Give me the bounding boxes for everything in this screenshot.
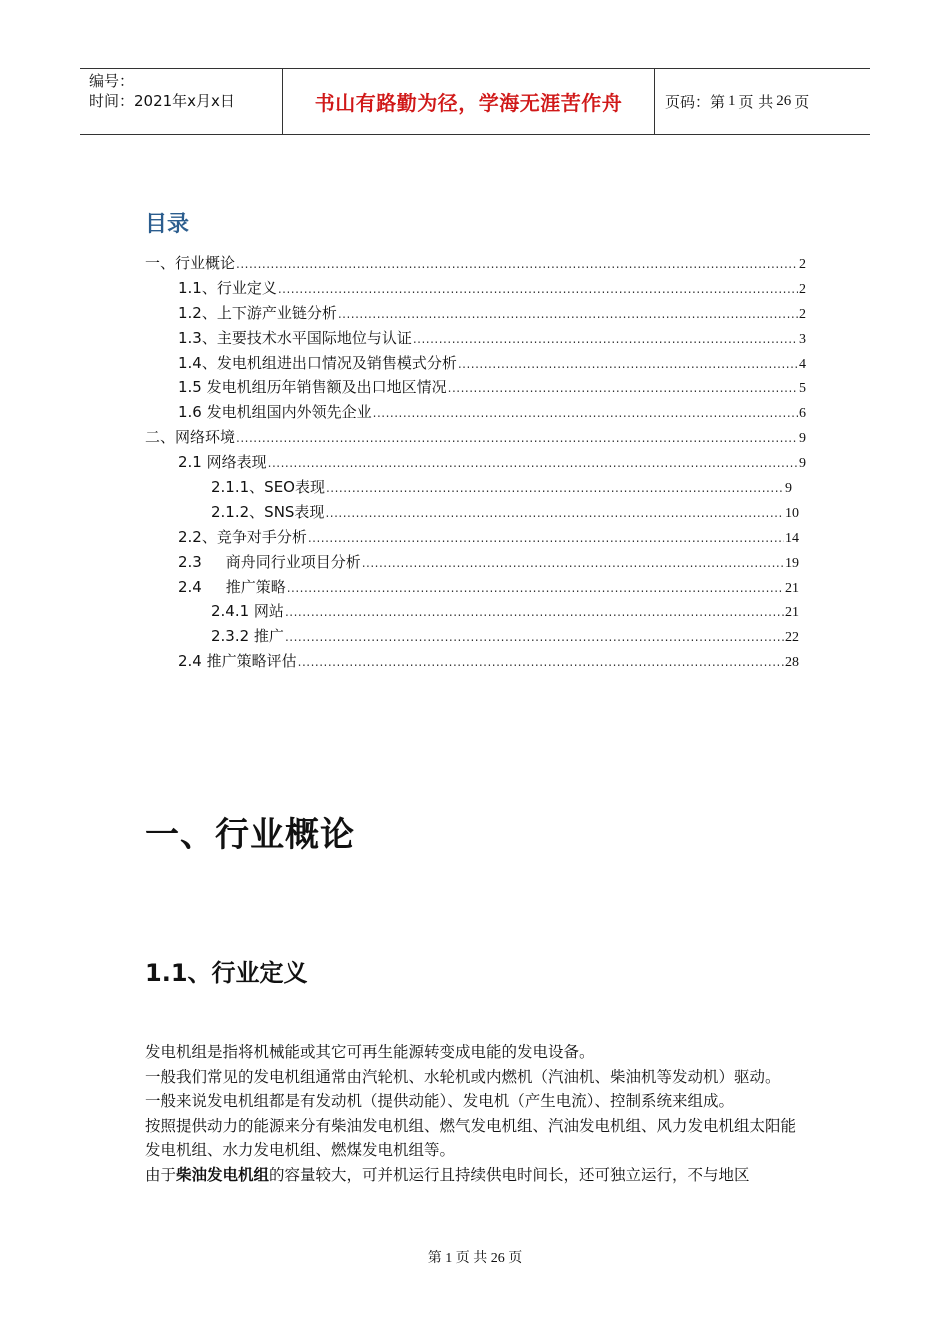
page-header	[80, 68, 870, 135]
page-number: 1	[728, 93, 736, 109]
header-motto: 书山有路勤为径，学海无涯苦作舟	[314, 91, 623, 115]
toc-entry[interactable]: 2.1 网络表现 ..... 9	[145, 451, 806, 476]
toc-entry[interactable]: 1.3、主要技术水平国际地位与认证 ..... 3	[145, 327, 806, 352]
toc-entry[interactable]: 2.4.1 网站 ..... 21	[145, 600, 806, 625]
toc-entry[interactable]: 1.2、上下游产业链分析 ..... 2	[145, 302, 806, 327]
toc-entry[interactable]: 1.6 发电机组国内外领先企业 ..... 6	[145, 401, 806, 426]
toc-entry[interactable]: 1.1、行业定义 ..... 2	[145, 277, 806, 302]
paragraph: 一般我们常见的发电机组通常由汽轮机、水轮机或内燃机（汽油机、柴油机等发动机）驱动。	[145, 1067, 781, 1086]
bold-term: 柴油发电机组	[176, 1165, 270, 1184]
subsection-heading: 1.1、行业定义	[145, 959, 308, 987]
toc-entry[interactable]: 二、网络环境 ..... 9	[145, 426, 806, 451]
code-label: 编号：	[89, 72, 135, 90]
paragraph: 按照提供动力的能源来分有柴油发电机组、燃气发电机组、汽油发电机组、风力发电机组太阳能发电机组、水力发电机组、燃煤发电机组等。	[145, 1116, 797, 1159]
table-of-contents	[145, 252, 806, 675]
page-mid: 页 共	[738, 93, 774, 111]
header-meta	[80, 69, 283, 134]
paragraph: 由于柴油发电机组的容量较大，可并机运行且持续供电时间长，还可独立运行，不与地区	[145, 1165, 750, 1184]
toc-entry[interactable]: 2.4 推广策略评估 ..... 28	[145, 650, 806, 675]
toc-entry[interactable]: 2.2、竞争对手分析 ..... 14	[145, 526, 806, 551]
paragraph: 一般来说发电机组都是有发动机（提供动能）、发电机（产生电流）、控制系统来组成。	[145, 1092, 735, 1110]
toc-entry[interactable]: 2.3 商舟同行业项目分析 ..... 19	[145, 551, 806, 576]
toc-title: 目录	[145, 212, 190, 237]
toc-entry[interactable]: 2.4 推广策略 ..... 21	[145, 576, 806, 601]
toc-entry[interactable]: 1.4、发电机组进出口情况及销售模式分析 ..... 4	[145, 352, 806, 377]
header-motto-cell	[283, 69, 655, 134]
paragraph: 发电机组是指将机械能或其它可再生能源转变成电能的发电设备。	[145, 1043, 595, 1061]
time-label: 时间：2021年x月x日	[89, 92, 235, 110]
toc-entry[interactable]: 2.1.1、SEO表现 ..... 9	[145, 476, 806, 501]
toc-entry[interactable]: 2.1.2、SNS表现 ..... 10	[145, 501, 806, 526]
toc-entry[interactable]: 一、行业概论 ..... 2	[145, 252, 806, 277]
header-page-info	[655, 69, 870, 134]
body-text	[145, 1040, 810, 1187]
page-suffix: 页	[794, 93, 810, 111]
page-prefix: 页码：第	[665, 93, 726, 111]
page-footer: 第 1 页 共 26 页	[427, 1251, 523, 1266]
toc-entry[interactable]: 1.5 发电机组历年销售额及出口地区情况 ..... 5	[145, 376, 806, 401]
section-heading: 一、行业概论	[145, 815, 355, 855]
page-total: 26	[776, 93, 792, 109]
toc-entry[interactable]: 2.3.2 推广 ..... 22	[145, 625, 806, 650]
